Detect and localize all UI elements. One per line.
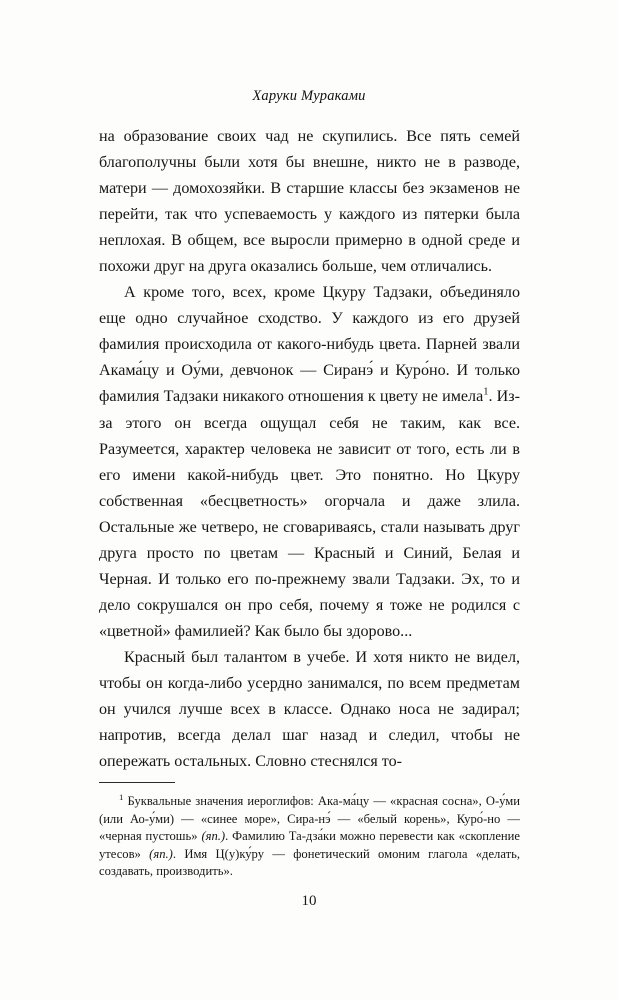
body-text-block <box>99 124 520 775</box>
footnote-segment-3: . Имя Ц(у)ку́ру — фонетический омоним глагола «делать, создавать, производить». <box>99 846 520 879</box>
footnote-segment-1: Буквальные значения иероглифов: Ака-ма́цу — «красная сосна», О-у́ми (или Ао-у́ми) — «синее море», Сира-нэ́ — «белый корень», Куро́-но — «черная пустошь» <box>99 794 520 844</box>
footnote-marker: 1 <box>119 791 124 802</box>
footnote-italic-1: (яп.) <box>201 829 226 844</box>
paragraph-1: на образование своих чад не скупились. Все пять семей благополучны были хотя бы внешне, никто не в разводе, матери — домохозяйки. В старшие классы без экзаменов не перейти, так что успеваемость у каждого из пятерки была неплохая. В общем, все выросли примерно в одной среде и похожи друг на друга оказались больше, чем отличались. <box>99 128 520 276</box>
paragraph-3: Красный был талантом в учебе. И хотя никто не видел, чтобы он когда-либо усердно занимался, по всем предметам он учился лучше всех в классе. Однако носа не задирал; напротив, всегда делал шаг назад и следил, чтобы не опережать остальных. Словно стеснялся то- <box>99 648 520 771</box>
running-head: Харуки Мураками <box>252 88 366 104</box>
paragraph-2-text-before-footnote: А кроме того, всех, кроме Цкуру Тадзаки, объединяло еще одно случайное сходство. У каждого из его друзей фамилия происходила от какого-нибудь цвета. Парней звали Акама́цу и Оу́ми, девчонок — Сиранэ́ и Куро́но. И только фамилия Тадзаки никакого отношения к цвету не имела <box>99 284 520 406</box>
footnote-zone <box>99 782 520 881</box>
footnote-reference-icon[interactable]: 1 <box>483 387 489 399</box>
footnote-italic-2: (яп.) <box>149 846 173 861</box>
paragraph-2 <box>99 280 520 645</box>
footnote-separator-rule <box>99 782 175 783</box>
footnote-text <box>99 793 520 881</box>
footnote-segment-2: . Фамилию Та-дза́ки можно перевести как «скопление утесов» <box>99 829 520 861</box>
paragraph-2-text-after-footnote: . Из-за этого он всегда ощущал себя не таким, как все. Разумеется, характер человека не зависит от того, есть ли в его имени какой-нибудь цвет. Это понятно. Но Цкуру собственная «бесцветность» огорчала и даже злила. Остальные же четверо, не сговариваясь, стали называть друг друга просто по цветам — Красный и Синий, Белая и Черная. И только его по-прежнему звали Тадзаки. Эх, то и дело сокрушался он про себя, почему я тоже не родился с «цветной» фамилией? Как было бы здорово... <box>99 388 520 640</box>
page-number: 10 <box>301 893 317 909</box>
